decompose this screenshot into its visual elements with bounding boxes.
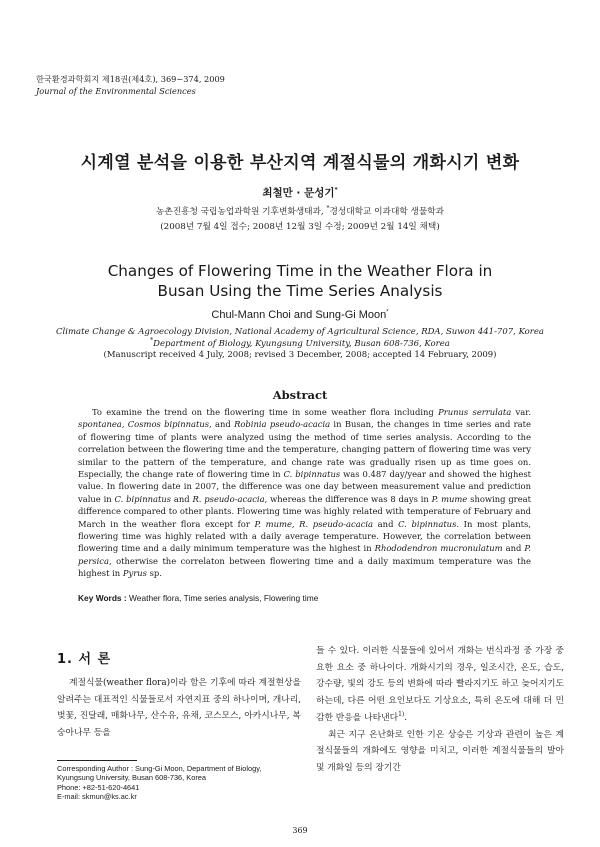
authors-ko [0,185,600,200]
paper-title-en [0,261,600,301]
title-en-line1: Changes of Flowering Time in the Weather Flora in [107,262,493,280]
abstract-text: var. [511,407,531,417]
abstract-text: and [502,543,525,554]
species-name: P. mume, R. pseudo-acacia [254,518,374,529]
species-name: R. pseudo-acacia [192,493,265,504]
authors-en-names: Chul-Mann Choi and Sung-Gi Moon [211,309,387,321]
footnote-line: Kyungsung University, Busan 608-736, Korea [57,773,206,783]
affiliation-en-1: Climate Change & Agroecology Division, National Academy of Agricultural Science, RDA, Suwon 441-707, Korea [56,327,544,337]
affiliations-ko [0,205,600,217]
affiliations-en [0,327,600,350]
species-name: C. bipinnatus [283,469,341,480]
abstract-body [78,406,531,580]
abstract-text: and [373,518,399,529]
keywords-list: Weather flora, Time series analysis, Flowering time [126,593,319,603]
journal-name-en: Journal of the Environmental Sciences [36,86,196,96]
title-en-line2: Busan Using the Time Series Analysis [157,282,443,300]
abstract-text: showing great difference compared to other plants. Flowering time was highly related with temperature of February and March in the weather flora except for [78,493,532,529]
footnote-line: E-mail: skmun@ks.ac.kr [57,792,137,802]
footnote-rule [57,760,137,761]
affiliation-en-2-line [0,336,600,351]
intro-paragraph: 최근 지구 온난화로 인한 기온 상승은 기상과 관련이 높은 계절식물들의 개화에도 영향을 미치고, 이러한 계절식물들의 발아 및 개화일 등의 장기간 [316,729,564,773]
abstract-text: , whereas the difference was 8 days in [264,493,432,504]
abstract-text: , and [209,419,235,430]
species-name: Prunus serrulata [438,407,512,417]
authors-ko-names: 최철만 · 문성기 [262,187,335,199]
species-name: Robinia pseudo-acacia [234,419,331,430]
manuscript-dates-en: (Manuscript received 4 July, 2008; revised 3 December, 2008; accepted 14 February, 2009) [103,350,497,360]
intro-left-column [57,675,301,742]
affiliation-ko-2: 경성대학교 이과대학 생물학과 [329,207,445,217]
species-name: C. bipinnatus [114,493,172,504]
authors-en-mark: * [386,309,389,316]
journal-header [36,73,225,97]
intro-text: . [404,712,408,723]
abstract-text: To examine the trend on the flowering time in some weather flora including [92,407,439,417]
affiliation-en-2-mark: * [150,336,154,344]
species-name: spontanea, Cosmos bipinnatus [78,419,210,430]
intro-right-column [316,643,564,777]
affiliation-ko-1: 농촌진흥청 국립농업과학원 기후변화생태과, [155,207,327,217]
corresponding-author-footnote [57,764,317,802]
footnote-line: Phone: +82-51-620-4641 [57,782,140,792]
citation-ref: 1) [398,710,405,718]
affiliation-ko-mark: * [326,205,330,213]
abstract-text: sp. [146,568,162,579]
page-number: 369 [292,826,308,835]
abstract-heading: Abstract [272,388,328,402]
abstract-text: and [171,493,193,504]
authors-ko-mark: * [334,186,338,194]
species-name: Pyrus [122,568,147,579]
intro-text: 들 수 있다. 이러한 식물들에 있어서 개화는 번식과정 중 가장 중요한 요소 중 하나이다. 개화시기의 경우, 일조시간, 온도, 습도, 강수량, 빛의 강도 등의 변화에 따라 빨라지기도 하고 늦어지기도 하는데, 다른 어떤 요인보다도 기상요소, 특히 온도에 대해 더 민감한 반응을 나타낸다 [316,646,564,723]
authors-en [0,309,600,321]
intro-paragraph [316,643,564,727]
abstract-text: was 0.487 day/year and showed the highest value. In flowering date in 2007, the difference was one day between measurement value and prediction value in [78,469,531,504]
section-heading-introduction: 1. 서 론 [57,652,112,667]
journal-citation-ko: 한국환경과학회지 제18권(제4호), 369∼374, 2009 [36,74,225,84]
keywords [78,593,318,603]
intro-paragraph: 계절식물(weather flora)이라 함은 기후에 따라 계절현상을 알려주는 대표적인 식물들로서 자연지표 중의 하나이며, 개나리, 벚꽃, 진달래, 매화나무, 산수유, 유채, 코스모스, 아카시나무, 복숭아나무 등을 [57,678,301,739]
abstract-paragraph [78,406,531,580]
species-name: P. persica [78,543,531,566]
footnote-line: Corresponding Author : Sung-Gi Moon, Department of Biology, [57,764,262,773]
dates-ko: (2008년 7월 4일 접수; 2008년 12월 3일 수정; 2009년 2월 14일 채택) [160,222,440,232]
species-name: C. bipinnatus [398,518,457,529]
abstract-text: , otherwise the correlaton between flowering time and a daily maximum temperature was the highest in [78,555,531,579]
abstract-text: in Busan, the changes in time series and rate of flowering time of plants were analyzed using the method of time series analysis. According to the correlation between the flowering time and the temperature, changing pattern of flowering time was very similar to the pattern of the temperature, and change rate was gradually risen up as time goes on. Especially, the change rate of flowering time in [78,419,531,480]
paper-title-ko: 시계열 분석을 이용한 부산지역 계절식물의 개화시기 변화 [80,153,520,173]
affiliation-en-2: Department of Biology, Kyungsung University, Busan 608-736, Korea [153,338,450,349]
species-name: Rhododendron mucronulatum [374,543,503,554]
species-name: P. mume [431,493,468,504]
keywords-label: Key Words : [78,593,127,603]
abstract-text: . In most plants, flowering time was highly related with a daily average temperature. However, the correlation between flowering time and a daily minimum temperature was the highest in [78,518,531,554]
